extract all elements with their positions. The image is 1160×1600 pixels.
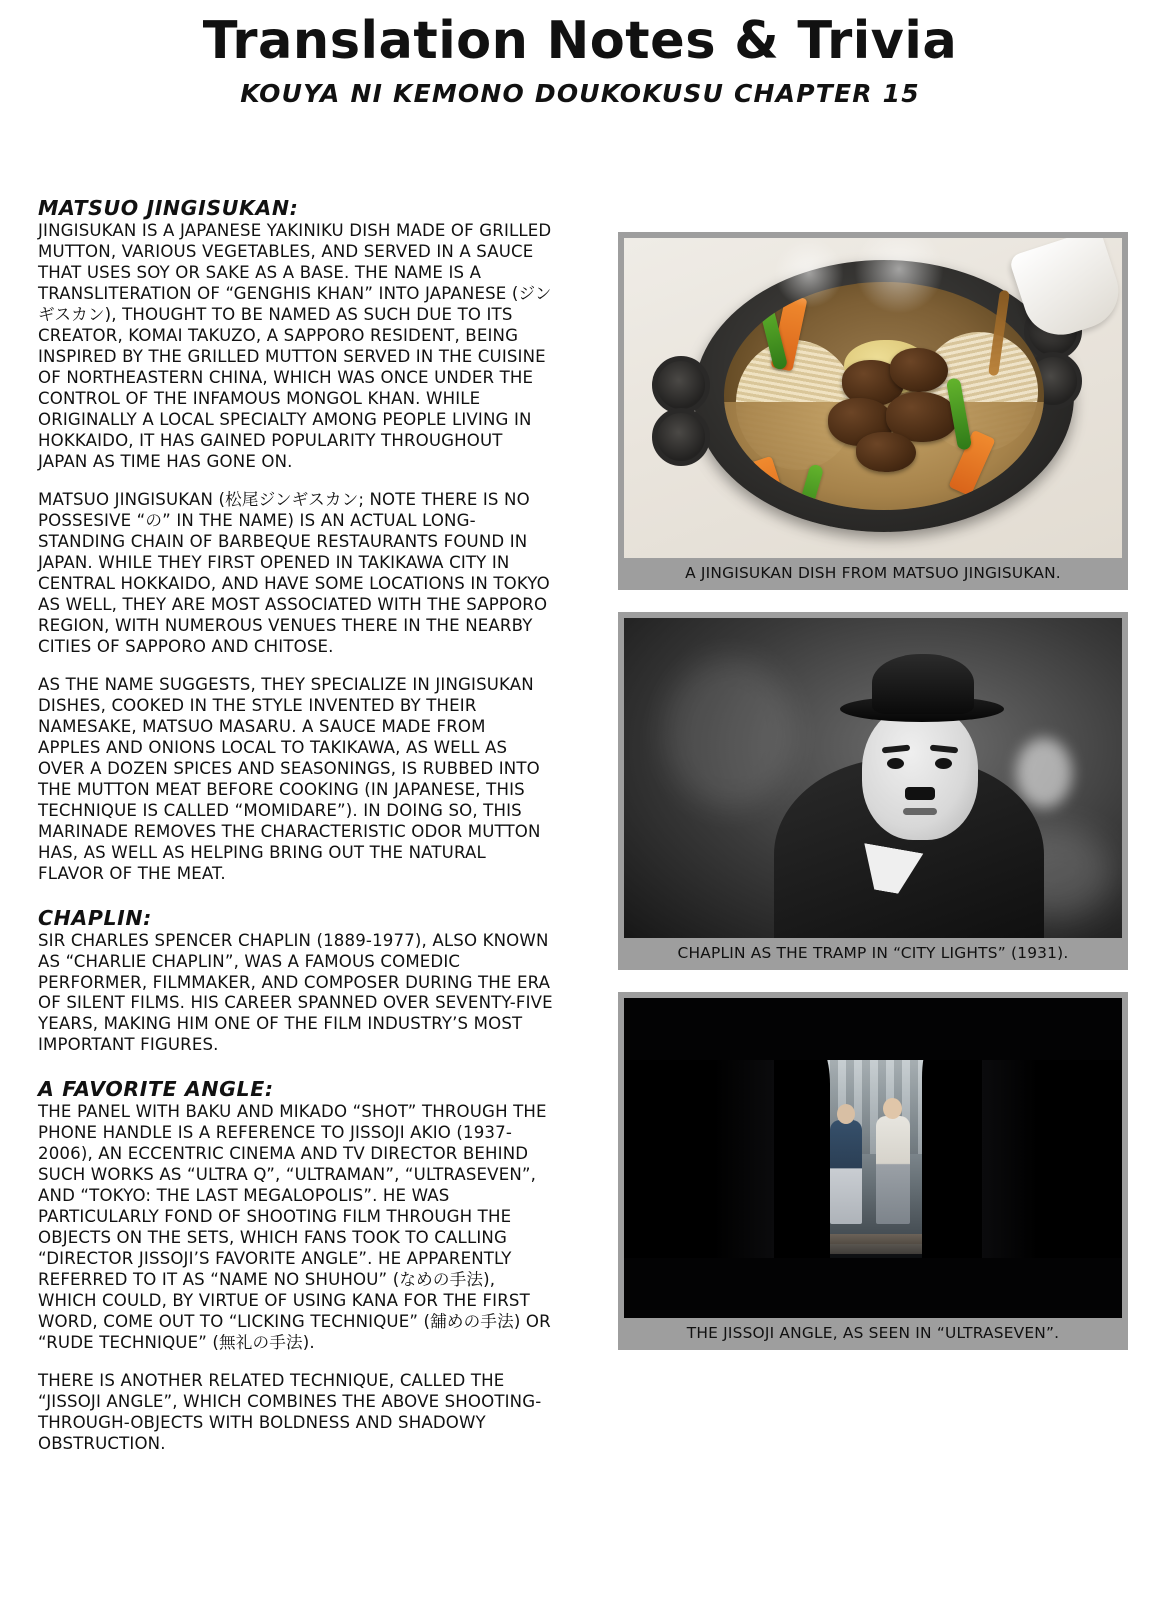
text-column (38, 196, 553, 1455)
figure-jissoji (618, 992, 1128, 1350)
paragraph: SIR CHARLES SPENCER CHAPLIN (1889-1977), ALSO KNOWN AS “CHARLIE CHAPLIN”, WAS A FAMOUS COMEDIC PERFORMER, FILMMAKER, AND COMPOSER DURING THE ERA OF SILENT FILMS. HIS CAREER SPANNED OVER SEVENTY-FIVE YEARS, MAKING HIM ONE OF THE FILM INDUSTRY’S MOST IMPORTANT FIGURES. (38, 930, 553, 1055)
section-heading: A FAVORITE ANGLE: (38, 1077, 274, 1102)
page-header (0, 0, 1160, 108)
section-heading: MATSUO JINGISUKAN: (38, 196, 299, 220)
section-a-favorite-angle (38, 1077, 553, 1455)
figure-chaplin (618, 612, 1128, 970)
figure-column (578, 216, 1088, 1372)
figure-caption: THE JISSOJI ANGLE, AS SEEN IN “ULTRASEVEN”. (686, 1323, 1060, 1342)
paragraph: THE PANEL WITH BAKU AND MIKADO “SHOT” THROUGH THE PHONE HANDLE IS A REFERENCE TO JISSOJI AKIO (1937-2006), AN ECCENTRIC CINEMA AND TV DIRECTOR BEHIND SUCH WORKS AS “ULTRA Q”, “ULTRAMAN”, “ULTRASEVEN”, AND “TOKYO: THE LAST MEGALOPOLIS”. HE WAS PARTICULARLY FOND OF SHOOTING FILM THROUGH THE OBJECTS ON THE SETS, WHICH FANS TOOK TO CALLING “DIRECTOR JISSOJI’S FAVORITE ANGLE”. HE APPARENTLY REFERRED TO IT AS “NAME NO SHUHOU” (なめの手法), WHICH COULD, BY VIRTUE OF USING KANA FOR THE FIRST WORD, COME OUT TO “LICKING TECHNIQUE” (舖めの手法) OR “RUDE TECHNIQUE” (無礼の手法). (38, 1102, 551, 1353)
paragraph: JINGISUKAN IS A JAPANESE YAKINIKU DISH MADE OF GRILLED MUTTON, VARIOUS VEGETABLES, AND SERVED IN A SAUCE THAT USES SOY OR SAKE AS A BASE. THE NAME IS A TRANSLITERATION OF “GENGHIS KHAN” INTO JAPANESE (ジンギスカン), THOUGHT TO BE NAMED AS SUCH DUE TO ITS CREATOR, KOMAI TAKUZO, A SAPPORO RESIDENT, BEING INSPIRED BY THE GRILLED MUTTON SERVED IN THE CUISINE OF NORTHEASTERN CHINA, WHICH WAS ONCE UNDER THE CONTROL OF THE INFAMOUS MONGOL KHAN. WHILE ORIGINALLY A LOCAL SPECIALTY AMONG PEOPLE LIVING IN HOKKAIDO, IT HAS GAINED POPULARITY THROUGHOUT JAPAN AS TIME HAS GONE ON. (38, 221, 552, 471)
content-area (0, 196, 1160, 1600)
figure-jingisukan (618, 232, 1128, 590)
paragraph: THERE IS ANOTHER RELATED TECHNIQUE, CALLED THE “JISSOJI ANGLE”, WHICH COMBINES THE ABOVE SHOOTING-THROUGH-OBJECTS WITH BOLDNESS AND SHADOWY OBSTRUCTION. (38, 1371, 542, 1454)
chaplin-photo (624, 618, 1122, 938)
jissoji-angle-photo (624, 998, 1122, 1318)
section-heading: CHAPLIN: (38, 905, 152, 930)
figure-caption: CHAPLIN AS THE TRAMP IN “CITY LIGHTS” (1931). (677, 943, 1069, 962)
section-chaplin (38, 906, 553, 1057)
jingisukan-photo (624, 238, 1122, 558)
page-subtitle: KOUYA NI KEMONO DOUKOKUSU CHAPTER 15 (240, 78, 920, 108)
page-title: Translation Notes & Trivia (202, 11, 958, 71)
section-matsuo-jingisukan (38, 196, 553, 885)
figure-caption: A JINGISUKAN DISH FROM MATSUO JINGISUKAN. (685, 564, 1061, 582)
paragraph: MATSUO JINGISUKAN (松尾ジンギスカン; NOTE THERE IS NO POSSESIVE “の” IN THE NAME) IS AN ACTUAL LONG-STANDING CHAIN OF BARBEQUE RESTAURANTS FOUND IN JAPAN. WHILE THEY FIRST OPENED IN TAKIKAWA CITY IN CENTRAL HOKKAIDO, AND HAVE SOME LOCATIONS IN TOKYO AS WELL, THEY ARE MOST ASSOCIATED WITH THE SAPPORO REGION, WITH NUMEROUS VENUES THERE IN THE NEARBY CITIES OF SAPPORO AND CHITOSE. (38, 489, 550, 656)
paragraph: AS THE NAME SUGGESTS, THEY SPECIALIZE IN JINGISUKAN DISHES, COOKED IN THE STYLE INVENTED BY THEIR NAMESAKE, MATSUO MASARU. A SAUCE MADE FROM APPLES AND ONIONS LOCAL TO TAKIKAWA, AS WELL AS OVER A DOZEN SPICES AND SEASONINGS, IS RUBBED INTO THE MUTTON MEAT BEFORE COOKING (IN JAPANESE, THIS TECHNIQUE IS CALLED “MOMIDARE”). IN DOING SO, THIS MARINADE REMOVES THE CHARACTERISTIC ODOR MUTTON HAS, AS WELL AS HELPING BRING OUT THE NATURAL FLAVOR OF THE MEAT. (38, 674, 541, 883)
